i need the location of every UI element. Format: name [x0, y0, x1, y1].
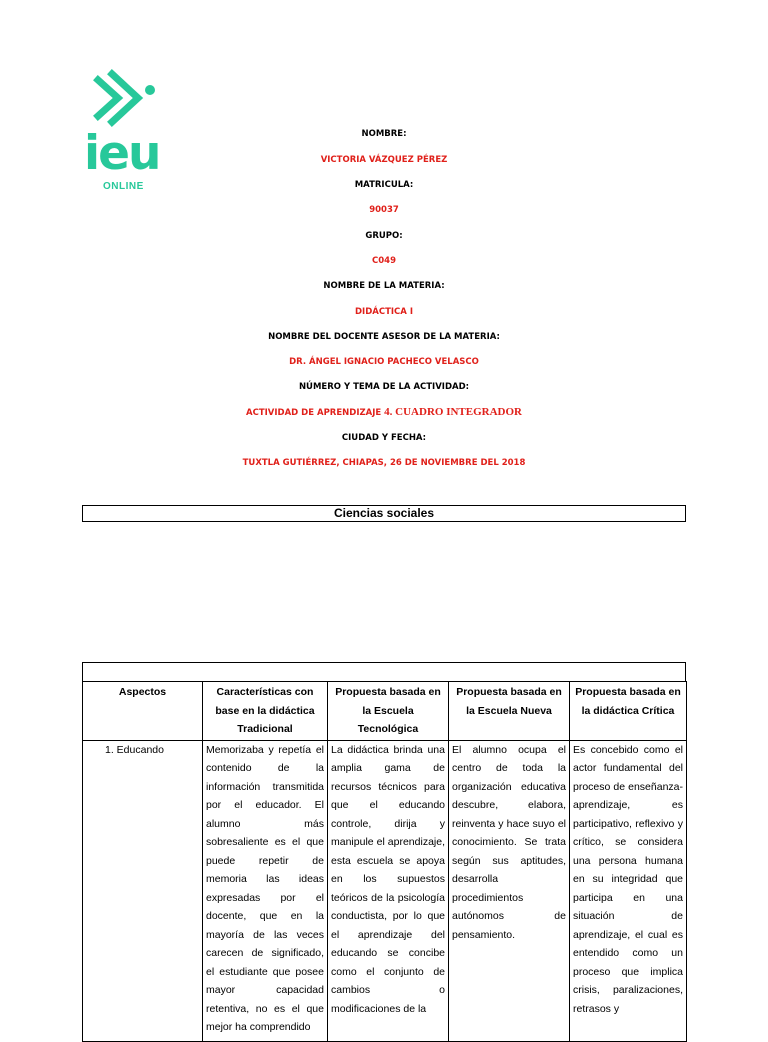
comparison-grid: [82, 681, 687, 1042]
comparison-table: [82, 662, 686, 1042]
grupo-label: GRUPO:: [365, 231, 403, 241]
header-tecnologica: Propuesta basada en la Escuela Tecnológica: [328, 682, 449, 741]
docente-label: NOMBRE DEL DOCENTE ASESOR DE LA MATERIA:: [268, 332, 500, 342]
header-escuela-nueva: Propuesta basada en la Escuela Nueva: [449, 682, 570, 741]
name-label: NOMBRE:: [361, 129, 407, 139]
actividad-value-prefix: ACTIVIDAD DE APRENDIZAJE: [246, 408, 385, 418]
header-tradicional: Características con base en la didáctica Tradicional: [203, 682, 328, 741]
materia-value: DIDÁCTICA I: [355, 307, 413, 317]
actividad-value: [0, 406, 768, 419]
actividad-value-suffix: 4. CUADRO INTEGRADOR: [384, 406, 522, 418]
materia-label: NOMBRE DE LA MATERIA:: [323, 281, 445, 291]
cell-tradicional: Memorizaba y repetía el contenido de la información transmitida por el educador. El alumno más sobresaliente es el que puede repetir de memoria las ideas expresadas por el docente, que en la mayoría de las veces carecen de significado, el estudiante que posee mayor capacidad retentiva, no es el que mejor ha comprendido: [203, 740, 328, 1041]
matricula-value: 90037: [369, 205, 399, 215]
table-title-row: [82, 662, 686, 681]
docente-value: DR. ÁNGEL IGNACIO PACHECO VELASCO: [289, 357, 479, 367]
logo-subtitle: ONLINE: [103, 181, 144, 192]
header-aspectos: Aspectos: [83, 682, 203, 741]
cell-tecnologica: La didáctica brinda una amplia gama de recursos técnicos para que el educando controle, dirija y manipule el aprendizaje, esta escuela se apoya en los supuestos teóricos de la psicología conductista, por lo que el aprendizaje del educando se concibe como el conjunto de cambios o modificaciones de la: [328, 740, 449, 1041]
section-title: Ciencias sociales: [82, 505, 686, 522]
name-value: VICTORIA VÁZQUEZ PÉREZ: [320, 155, 448, 165]
ciudad-label: CIUDAD Y FECHA:: [341, 433, 427, 443]
aspect-cell: 1. Educando: [83, 740, 203, 1041]
logo-wordmark: ieu: [84, 126, 160, 181]
table-row: [83, 740, 687, 1041]
header-critica: Propuesta basada en la didáctica Crítica: [570, 682, 687, 741]
cell-critica: Es concebido como el actor fundamental del proceso de enseñanza-aprendizaje, es participativo, reflexivo y crítico, se considera una persona humana en su integridad que participa en una situación de aprendizaje, el cual es entendido como un proceso que implica crisis, paralizaciones, retrasos y: [570, 740, 687, 1041]
actividad-label: NÚMERO Y TEMA DE LA ACTIVIDAD:: [298, 382, 470, 392]
matricula-label: MATRICULA:: [354, 180, 414, 190]
ciudad-value: TUXTLA GUTIÉRREZ, CHIAPAS, 26 DE NOVIEMBRE DEL 2018: [242, 458, 526, 468]
grupo-value: C049: [372, 256, 396, 266]
cell-escuela-nueva: El alumno ocupa el centro de toda la organización educativa descubre, elabora, reinventa y hace suyo el conocimiento. Se trata según sus aptitudes, desarrolla procedimientos autónomos de pensamiento.: [449, 740, 570, 1041]
table-header-row: [83, 682, 687, 741]
